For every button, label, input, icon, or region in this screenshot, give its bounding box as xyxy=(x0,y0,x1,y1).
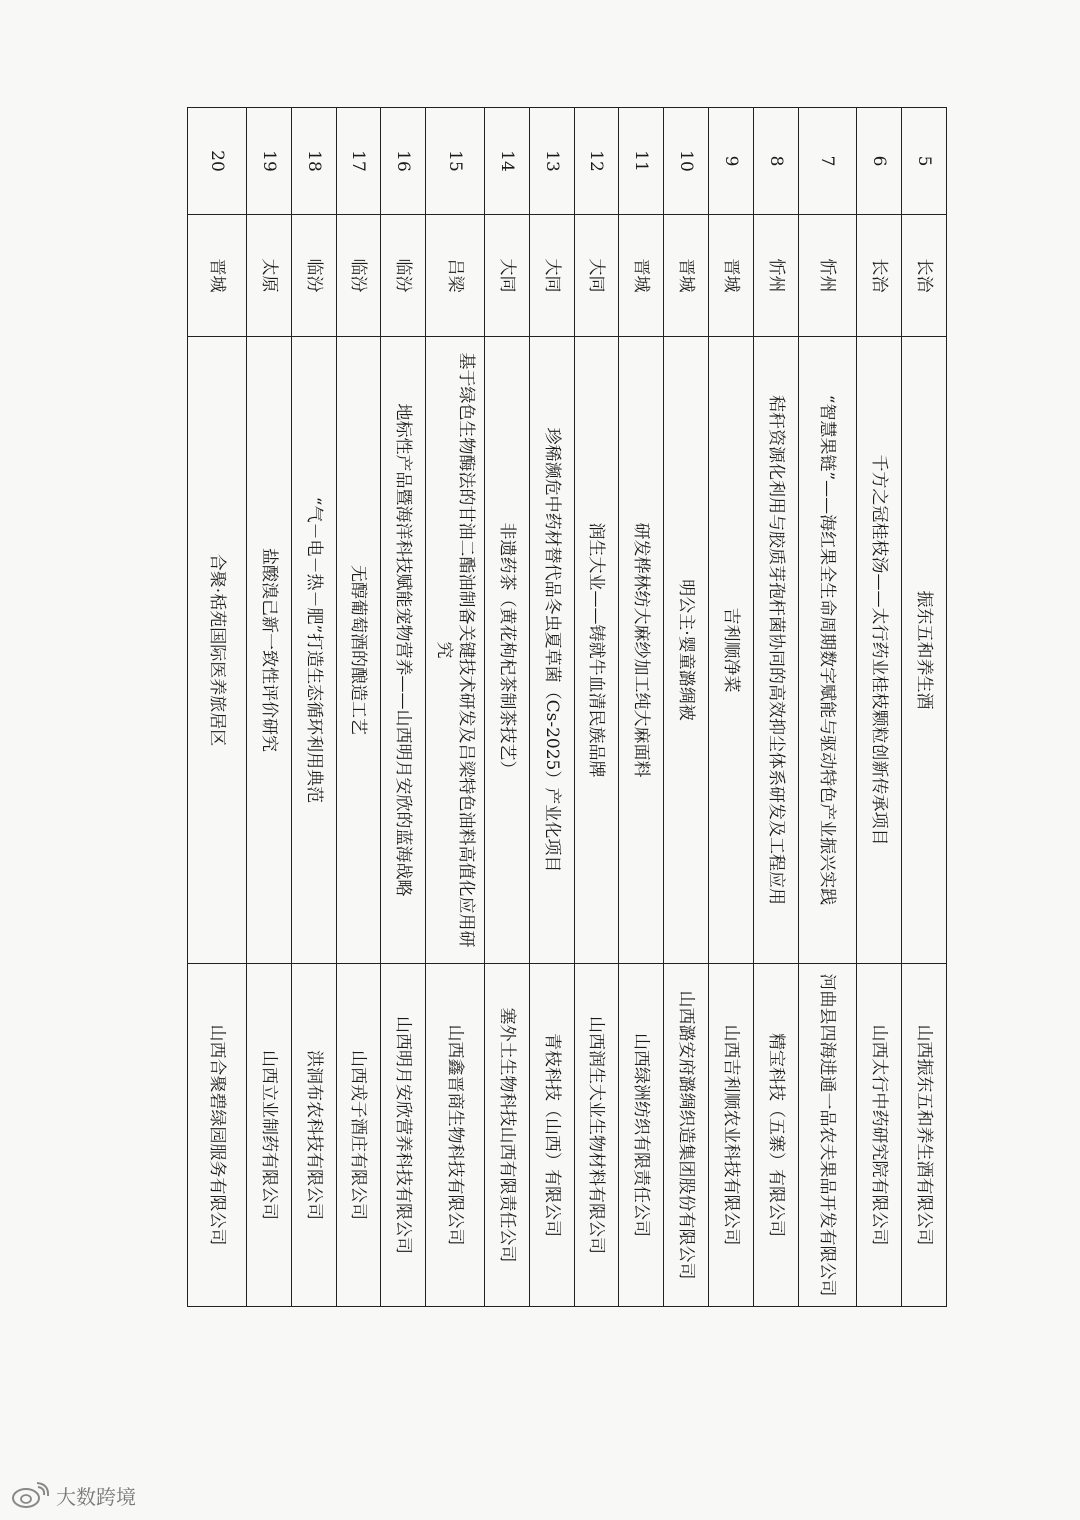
table-row xyxy=(247,108,292,1307)
project-name-cell: 研发桦林纺大麻纱加工纯大麻面料 xyxy=(619,337,664,964)
city-cell: 大同 xyxy=(574,215,619,337)
project-name-cell: “气－电－热－肥”打造生态循环利用典范 xyxy=(291,337,336,964)
table-row xyxy=(529,108,574,1307)
project-name-cell: 基于绿色生物酶法的甘油二酯油制备关键技术研发及吕梁特色油料高值化应用研究 xyxy=(426,337,485,964)
city-cell: 长治 xyxy=(902,215,947,337)
project-name-cell: “智慧果链”——海红果全生命周期数字赋能与驱动特色产业振兴实践 xyxy=(798,337,857,964)
table-row xyxy=(426,108,485,1307)
city-cell: 忻州 xyxy=(798,215,857,337)
project-name-cell: 合聚·栝苑国际医养旅居区 xyxy=(188,337,247,964)
table-row xyxy=(336,108,381,1307)
project-name-cell: 吉利顺净菜 xyxy=(708,337,753,964)
company-cell: 山西明月安欣营养科技有限公司 xyxy=(381,964,426,1307)
project-name-cell: 秸秆资源化利用与胶质芽孢杆菌协同的高效抑尘体系研发及工程应用 xyxy=(753,337,798,964)
company-cell: 洪洞布农科技有限公司 xyxy=(291,964,336,1307)
table-row xyxy=(902,108,947,1307)
city-cell: 大同 xyxy=(529,215,574,337)
project-name-cell: 地标性产品暨海洋科技赋能宠物营养——山西明月安欣的蓝海战略 xyxy=(381,337,426,964)
city-cell: 太原 xyxy=(247,215,292,337)
city-cell: 临汾 xyxy=(381,215,426,337)
project-table-body xyxy=(188,108,947,1307)
project-name-cell: 无醇葡萄酒的酿造工艺 xyxy=(336,337,381,964)
weibo-logo-icon xyxy=(10,1481,50,1509)
company-cell: 山西立业制药有限公司 xyxy=(247,964,292,1307)
city-cell: 临汾 xyxy=(336,215,381,337)
city-cell: 晋城 xyxy=(188,215,247,337)
table-row xyxy=(798,108,857,1307)
row-number-cell: 11 xyxy=(619,108,664,215)
city-cell: 晋城 xyxy=(619,215,664,337)
watermark xyxy=(10,1478,136,1512)
company-cell: 山西吉利顺农业科技有限公司 xyxy=(708,964,753,1307)
company-cell: 青枝科技（山西）有限公司 xyxy=(529,964,574,1307)
row-number-cell: 19 xyxy=(247,108,292,215)
company-cell: 塞外土生物科技山西有限责任公司 xyxy=(485,964,530,1307)
table-row xyxy=(574,108,619,1307)
row-number-cell: 15 xyxy=(426,108,485,215)
company-cell: 河曲县四海进通一品农夫果品开发有限公司 xyxy=(798,964,857,1307)
row-number-cell: 9 xyxy=(708,108,753,215)
city-cell: 忻州 xyxy=(753,215,798,337)
project-name-cell: 润生大业——铸就牛血清民族品牌 xyxy=(574,337,619,964)
row-number-cell: 12 xyxy=(574,108,619,215)
table-row xyxy=(291,108,336,1307)
project-table xyxy=(187,107,947,1307)
company-cell: 山西太行中药研究院有限公司 xyxy=(857,964,902,1307)
project-name-cell: 明公主·婴童潞绸被 xyxy=(664,337,709,964)
table-row xyxy=(188,108,247,1307)
project-name-cell: 振东五和养生酒 xyxy=(902,337,947,964)
table-row xyxy=(381,108,426,1307)
watermark-text: 大数跨境 xyxy=(56,1484,136,1509)
company-cell: 山西合聚碧绿园服务有限公司 xyxy=(188,964,247,1307)
row-number-cell: 13 xyxy=(529,108,574,215)
table-row xyxy=(708,108,753,1307)
rotated-table-wrapper xyxy=(187,107,947,1307)
city-cell: 长治 xyxy=(857,215,902,337)
row-number-cell: 20 xyxy=(188,108,247,215)
row-number-cell: 6 xyxy=(857,108,902,215)
row-number-cell: 18 xyxy=(291,108,336,215)
table-row xyxy=(485,108,530,1307)
company-cell: 山西戎子酒庄有限公司 xyxy=(336,964,381,1307)
table-row xyxy=(753,108,798,1307)
table-row xyxy=(857,108,902,1307)
row-number-cell: 17 xyxy=(336,108,381,215)
row-number-cell: 8 xyxy=(753,108,798,215)
table-row xyxy=(664,108,709,1307)
city-cell: 临汾 xyxy=(291,215,336,337)
row-number-cell: 10 xyxy=(664,108,709,215)
row-number-cell: 5 xyxy=(902,108,947,215)
city-cell: 吕梁 xyxy=(426,215,485,337)
city-cell: 大同 xyxy=(485,215,530,337)
row-number-cell: 16 xyxy=(381,108,426,215)
company-cell: 山西润生大业生物材料有限公司 xyxy=(574,964,619,1307)
row-number-cell: 7 xyxy=(798,108,857,215)
company-cell: 精宝科技（五寨）有限公司 xyxy=(753,964,798,1307)
city-cell: 晋城 xyxy=(664,215,709,337)
company-cell: 山西鑫晋商生物科技有限公司 xyxy=(426,964,485,1307)
city-cell: 晋城 xyxy=(708,215,753,337)
company-cell: 山西潞安府潞绸织造集团股份有限公司 xyxy=(664,964,709,1307)
project-name-cell: 非遗药茶（黄花枸杞茶制茶技艺） xyxy=(485,337,530,964)
company-cell: 山西绿洲纺织有限责任公司 xyxy=(619,964,664,1307)
project-name-cell: 盐酸溴己新一致性评价研究 xyxy=(247,337,292,964)
table-row xyxy=(619,108,664,1307)
company-cell: 山西振东五和养生酒有限公司 xyxy=(902,964,947,1307)
project-name-cell: 千方之冠桂枝汤——太行药业桂枝颗粒创新传承项目 xyxy=(857,337,902,964)
project-name-cell: 珍稀濒危中药材替代品冬虫夏草菌（Cs-2025）产业化项目 xyxy=(529,337,574,964)
row-number-cell: 14 xyxy=(485,108,530,215)
